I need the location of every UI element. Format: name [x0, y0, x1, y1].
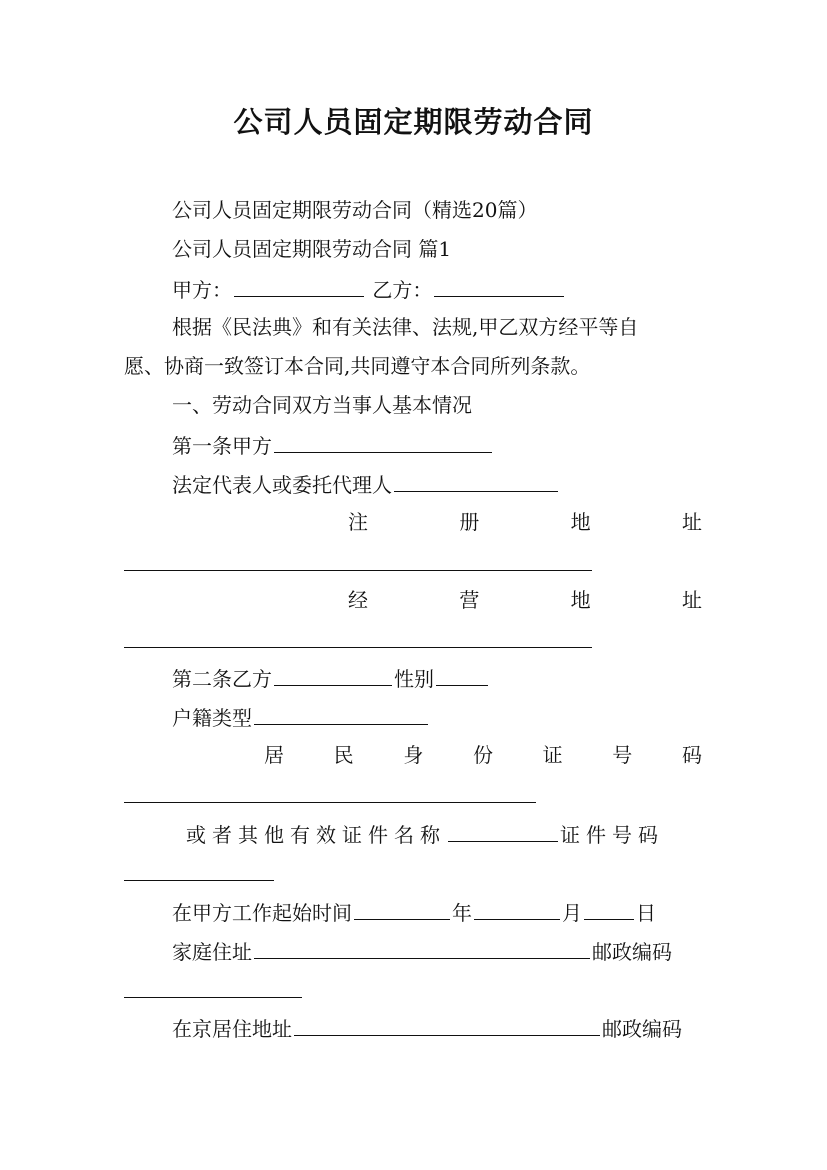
postcode2-label: 邮政编码: [602, 1017, 682, 1041]
hukou-line: [172, 704, 430, 730]
id-number-label: [264, 743, 702, 767]
start-time-line: [172, 899, 656, 925]
article-1-line: [172, 432, 494, 458]
article-1-label: 第一条甲方: [172, 434, 272, 458]
day-label: 日: [636, 901, 656, 925]
party-b-label: 乙方：: [372, 278, 433, 302]
other-id-label: 或者其他有效证件名称: [186, 823, 446, 847]
gender-blank: [436, 665, 488, 686]
chapter-heading: 公司人员固定期限劳动合同 篇1: [172, 237, 452, 261]
char: 份: [472, 743, 493, 767]
char: 证: [542, 743, 563, 767]
char: 地: [570, 510, 591, 534]
party-a-label: 甲方：: [172, 278, 232, 302]
other-id-blank: [448, 821, 558, 842]
char: 址: [681, 510, 702, 534]
article-1-blank: [274, 432, 492, 453]
month-label: 月: [562, 901, 582, 925]
home-address-label: 家庭住址: [172, 940, 252, 964]
home-address-blank: [254, 938, 590, 959]
month-blank: [474, 899, 560, 920]
article-2-label: 第二条乙方: [172, 667, 272, 691]
subtitle: 公司人员固定期限劳动合同（精选20篇）: [172, 198, 538, 222]
party-a-blank: [234, 276, 364, 297]
party-b-blank: [434, 276, 564, 297]
postcode-blank: [124, 997, 302, 998]
legal-rep-label: 法定代表人或委托代理人: [172, 473, 392, 497]
other-id-number-label: 证件号码: [560, 823, 664, 847]
hukou-label: 户籍类型: [172, 706, 252, 730]
char: 身: [403, 743, 424, 767]
day-blank: [584, 899, 634, 920]
char: 注: [348, 510, 368, 534]
beijing-address-label: 在京居住地址: [172, 1017, 292, 1041]
beijing-address-line: [172, 1015, 682, 1041]
business-address-label: [348, 588, 702, 612]
char: 营: [459, 588, 480, 612]
char: 民: [333, 743, 354, 767]
year-label: 年: [452, 901, 472, 925]
char: 号: [612, 743, 633, 767]
section-heading: 一、劳动合同双方当事人基本情况: [172, 393, 472, 417]
gender-label: 性别: [394, 667, 434, 691]
beijing-address-blank: [294, 1015, 600, 1036]
other-id-number-blank: [124, 880, 274, 881]
postcode-label: 邮政编码: [592, 940, 672, 964]
document-title: 公司人员固定期限劳动合同: [233, 105, 594, 139]
intro-paragraph-line-1: 根据《民法典》和有关法律、法规,甲乙双方经平等自: [172, 315, 639, 339]
legal-rep-line: [172, 471, 560, 497]
char: 码: [681, 743, 702, 767]
legal-rep-blank: [394, 471, 558, 492]
party-b-name-blank: [274, 665, 392, 686]
registered-address-blank: [124, 570, 592, 571]
char: 址: [681, 588, 702, 612]
intro-paragraph-line-2: 愿、协商一致签订本合同,共同遵守本合同所列条款。: [124, 354, 591, 378]
home-address-line: [172, 938, 672, 964]
parties-line: [172, 276, 566, 302]
article-2-line: [172, 665, 490, 691]
char: 居: [264, 743, 284, 767]
hukou-blank: [254, 704, 428, 725]
business-address-blank: [124, 647, 592, 648]
char: 经: [348, 588, 368, 612]
char: 册: [459, 510, 480, 534]
start-time-label: 在甲方工作起始时间: [172, 901, 352, 925]
registered-address-label: [348, 510, 702, 534]
year-blank: [354, 899, 450, 920]
char: 地: [570, 588, 591, 612]
id-number-blank: [124, 802, 536, 803]
other-id-line: [186, 821, 664, 847]
